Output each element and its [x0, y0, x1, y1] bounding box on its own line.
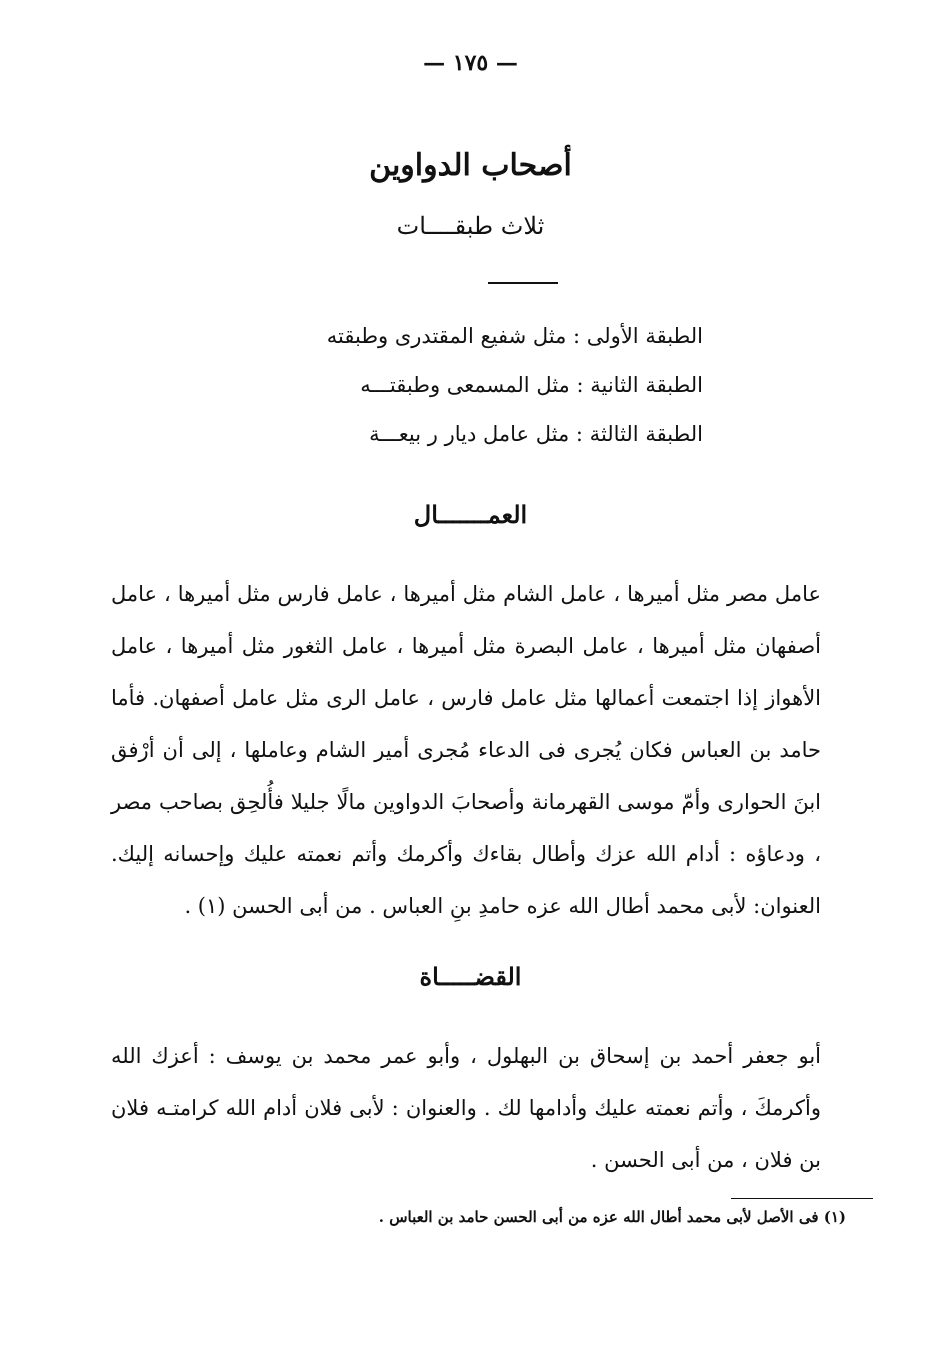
footnote-divider: [731, 1198, 873, 1199]
class-list: [283, 312, 703, 459]
heading-divider: [488, 282, 558, 284]
page-number: — ١٧٥ —: [423, 50, 518, 76]
class-item-third: الطبقة الثالثة : مثل عامل ديار ر بيعـــة: [369, 422, 703, 446]
section-heading-qudah: القضـــــاة: [419, 962, 522, 991]
footnote: (١) فى الأصل لأبى محمد أطال الله عزه من أبى الحسن حامد بن العباس .: [378, 1208, 846, 1226]
subheading: ثلاث طبقــــات: [396, 212, 545, 240]
paragraph-ummal: عامل مصر مثل أميرها ، عامل الشام مثل أميرها ، عامل فارس مثل أميرها ، عامل أصفهان مثل أميرها ، عامل البصرة مثل أميرها ، عامل الثغور مثل أميرها ، عامل الأهواز إذا اجتمعت أعمالها مثل عامل فارس ، عامل الرى مثل عامل أصفهان. فأما حامد بن العباس فكان يُجرى فى الدعاء مُجرى أمير الشام وعاملها ، إلى أن أرْفق ابنَ الحوارى وأمّ موسى القهرمانة وأصحابَ الدواوين مالًا جليلا فأُلحِق بصاحب مصر ، ودعاؤه : أدام الله عزك وأطال بقاءك وأكرمك وأتم نعمته عليك وإحسانه إليك. العنوان: لأبى محمد أطال الله عزه حامدِ بنِ العباس . من أبى الحسن (١) .: [111, 582, 821, 918]
section-heading-ummal: العمـــــــال: [413, 500, 528, 529]
class-item-first: الطبقة الأولى : مثل شفيع المقتدرى وطبقته: [326, 324, 703, 348]
paragraph-qudah: أبو جعفر أحمد بن إسحاق بن البهلول ، وأبو عمر محمد بن يوسف : أعزك الله وأكرمكَ ، وأتم نعمته عليك وأدامها لك . والعنوان : لأبى فلان أدام الله كرامتـه فلان بن فلان ، من أبى الحسن .: [111, 1044, 821, 1172]
main-heading: أصحاب الدواوين: [369, 148, 572, 183]
class-item-second: الطبقة الثانية : مثل المسمعى وطبقتـــه: [360, 373, 703, 397]
